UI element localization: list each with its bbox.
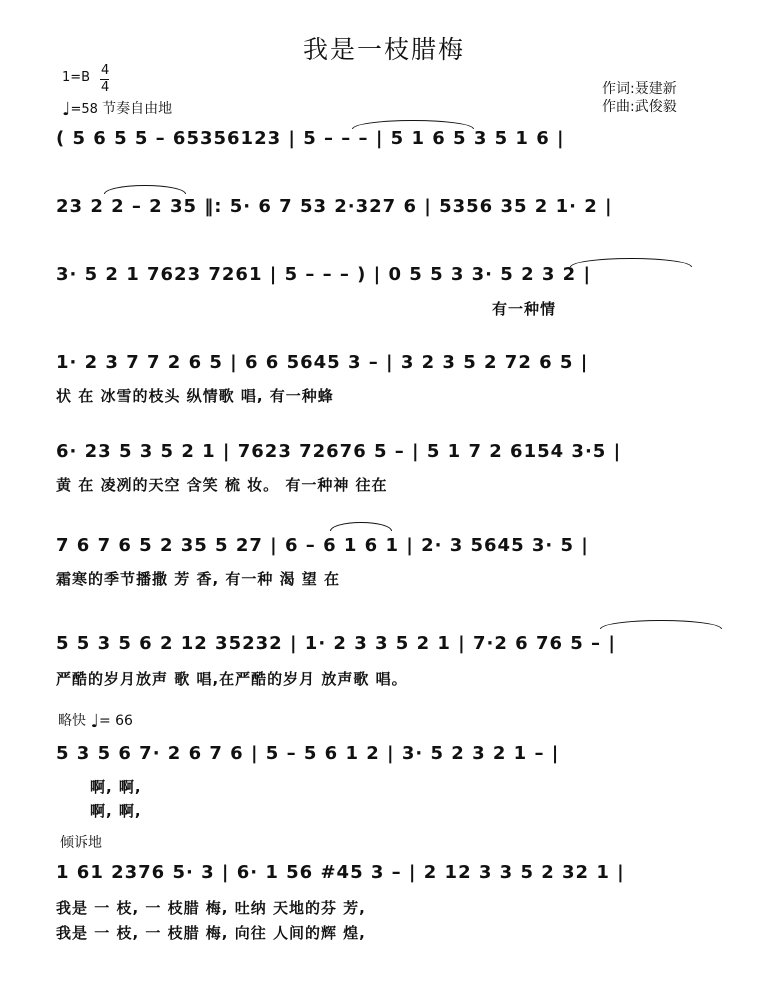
lyrics-row-9-verse-2: 我是 一 枝, 一 枝腊 梅, 向往 人间的辉 煌, (56, 924, 366, 942)
notation-row-1: ( 5 6 5 5 – 65356123 | 5 – – – | 5 1 6 5 3 5 1 6 | (56, 128, 565, 149)
tempo-change-marking (58, 710, 133, 732)
lyrics-row-4: 状 在 冰雪的枝头 纵情歌 唱, 有一种蜂 (56, 387, 334, 405)
notation-row-8: 5 3 5 6 7· 2 6 7 6 | 5 – 5 6 1 2 | 3· 5 2 3 2 1 – | (56, 743, 560, 764)
key-signature: 1=B (62, 70, 91, 85)
lyrics-row-8-verse-2: 啊, 啊, (90, 802, 142, 820)
quarter-note-icon: ♩ (62, 99, 71, 120)
time-signature-denominator: 4 (101, 80, 110, 95)
notation-row-6: 7 6 7 6 5 2 35 5 27 | 6 – 6 1 6 1 | 2· 3 5645 3· 5 | (56, 535, 589, 556)
expression-marking: 倾诉地 (60, 835, 102, 851)
lyrics-row-5: 黄 在 凌冽的天空 含笑 梳 妆。 有一种神 往在 (56, 476, 388, 494)
notation-row-5: 6· 23 5 3 5 2 1 | 7623 72676 5 – | 5 1 7 2 6154 3·5 | (56, 441, 622, 462)
notation-row-3: 3· 5 2 1 7623 7261 | 5 – – – ) | 0 5 5 3 3· 5 2 3 2 | (56, 264, 592, 285)
notation-row-9: 1 61 2376 5· 3 | 6· 1 56 #45 3 – | 2 12 3 3 5 2 32 1 | (56, 862, 625, 883)
notation-row-4: 1· 2 3 7 7 2 6 5 | 6 6 5645 3 – | 3 2 3 5 2 72 6 5 | (56, 352, 589, 373)
lyrics-row-7: 严酷的岁月放声 歌 唱,在严酷的岁月 放声歌 唱。 (56, 670, 408, 688)
slur-mark (330, 522, 392, 531)
song-title: 我是一枝腊梅 (302, 35, 465, 64)
slur-mark (570, 258, 692, 267)
tempo-text: 节奏自由地 (102, 101, 173, 117)
slur-mark (104, 185, 186, 194)
time-signature-numerator: 4 (101, 63, 110, 78)
lyricist-credit: 作词:聂建新 (602, 81, 677, 97)
lyrics-row-9-verse-1: 我是 一 枝, 一 枝腊 梅, 吐纳 天地的芬 芳, (56, 899, 366, 917)
slur-mark (352, 120, 474, 129)
lyrics-row-6: 霜寒的季节播撒 芳 香, 有一种 渴 望 在 (56, 570, 341, 588)
notation-row-2: 23 2 2 – 2 35 ‖: 5· 6 7 53 2·327 6 | 5356 35 2 1· 2 | (56, 196, 613, 217)
notation-row-7: 5 5 3 5 6 2 12 35232 | 1· 2 3 3 5 2 1 | 7·2 6 76 5 – | (56, 633, 616, 654)
composer-credit: 作曲:武俊毅 (602, 99, 677, 115)
lyrics-row-8-verse-1: 啊, 啊, (90, 778, 142, 796)
tempo-marking (62, 98, 172, 120)
slur-mark (600, 620, 722, 629)
marking-text: 略快 (58, 713, 86, 729)
quarter-note-icon: ♩ (90, 711, 99, 732)
tempo-value: =58 (70, 102, 98, 117)
tempo-value: = 66 (98, 713, 133, 729)
lyrics-row-3: 有一种情 (492, 300, 557, 318)
